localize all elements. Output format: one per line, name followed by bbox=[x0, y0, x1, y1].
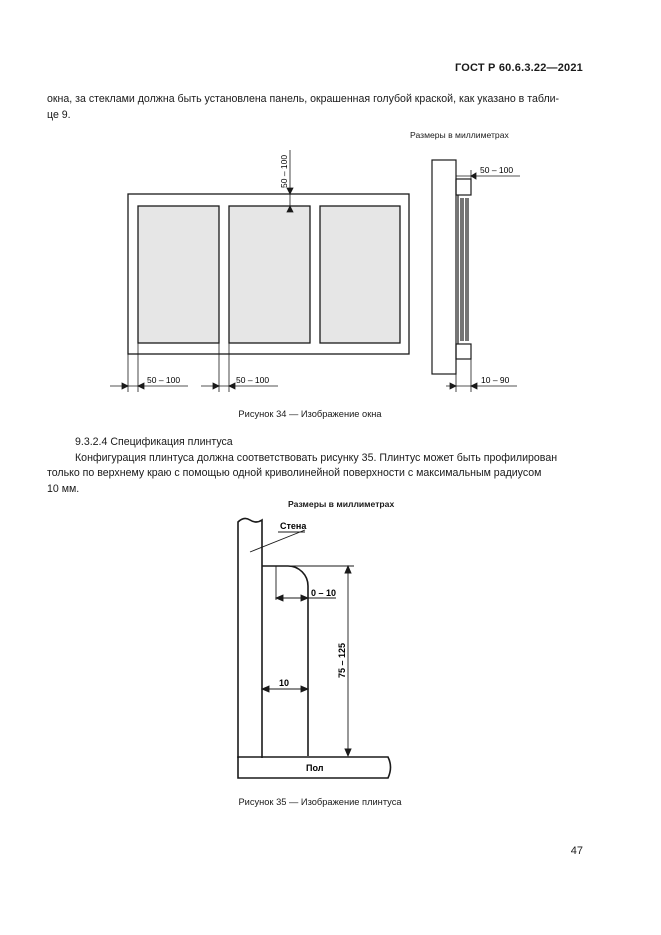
floor-label: Пол bbox=[306, 763, 324, 773]
dim-top-label: 50 – 100 bbox=[279, 154, 289, 188]
section-line-3: 10 мм. bbox=[47, 482, 80, 495]
dim-bottom-left-label: 50 – 100 bbox=[147, 375, 181, 385]
section-line-1: Конфигурация плинтуса должна соответствовать рисунку 35. Плинтус может быть профилирован bbox=[75, 451, 558, 464]
intro-line-1: окна, за стеклами должна быть установлена панель, окрашенная голубой краской, как указано в табли- bbox=[47, 93, 560, 105]
dim-bottom-mid-label: 50 – 100 bbox=[236, 375, 270, 385]
dim-side-bottom-label: 10 – 90 bbox=[481, 375, 510, 385]
wall-leader bbox=[250, 530, 305, 552]
figure35-caption: Рисунок 35 — Изображение плинтуса bbox=[238, 797, 402, 807]
wall-label: Стена bbox=[280, 521, 307, 531]
section-line-2: только по верхнему краю с помощью одной криволинейной поверхности с максимальным радиусом bbox=[47, 467, 542, 479]
intro-line-2: це 9. bbox=[47, 108, 71, 121]
section-heading: 9.3.2.4 Спецификация плинтуса bbox=[75, 436, 233, 448]
wall-outline bbox=[238, 518, 262, 758]
document-header: ГОСТ Р 60.6.3.22—2021 bbox=[454, 62, 583, 74]
figure35-units-note: Размеры в миллиметрах bbox=[288, 499, 395, 509]
figure34-caption: Рисунок 34 — Изображение окна bbox=[238, 409, 382, 419]
thickness-dim-label: 10 bbox=[279, 678, 290, 688]
page-number: 47 bbox=[570, 845, 583, 857]
dim-side-top-label: 50 – 100 bbox=[480, 165, 514, 175]
radius-dim-label: 0 – 10 bbox=[311, 588, 337, 598]
skirting-board-profile bbox=[262, 566, 308, 756]
figure34-units-note: Размеры в миллиметрах bbox=[410, 130, 509, 140]
height-dim-label: 75 – 125 bbox=[337, 642, 347, 678]
